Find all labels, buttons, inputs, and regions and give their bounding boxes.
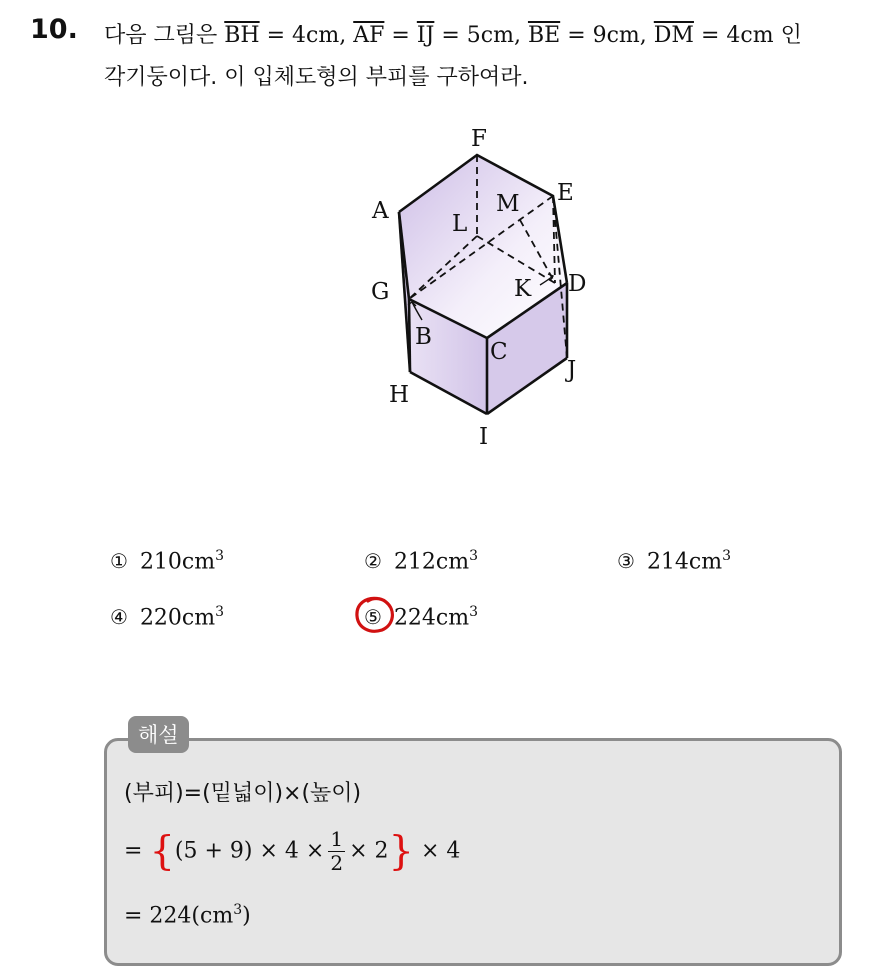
question-line-1 — [104, 18, 802, 49]
choice-1[interactable]: ① $210cm^3$ — [110, 548, 225, 575]
fraction-denominator: 2 — [330, 851, 344, 875]
solution-result: = 224(cm — [124, 903, 234, 929]
solution-line-1: (부피)=(밑넓이)×(높이) — [124, 781, 362, 806]
solution-tag: 해설 — [128, 716, 189, 753]
choice-3-value: 214cm — [646, 549, 723, 575]
question-line-2: 각기둥이다. 이 입체도형의 부피를 구하여라. — [104, 65, 529, 90]
label-D: D — [568, 271, 587, 297]
question-prefix: 다음 그림은 — [104, 23, 218, 48]
choice-2-value: 212cm — [393, 549, 470, 575]
choice-5-mark: ⑤ — [364, 605, 382, 630]
choice-1-mark: ① — [110, 549, 128, 574]
label-M: M — [496, 191, 520, 217]
label-K: K — [514, 276, 532, 302]
label-J: J — [567, 357, 577, 383]
solution-result-sup: 3 — [233, 902, 243, 918]
label-E: E — [557, 180, 574, 206]
solution-eq: = — [124, 838, 143, 864]
solution-tail: × 4 — [420, 838, 461, 864]
solution-result-close: ) — [242, 903, 251, 929]
choice-2-mark: ② — [364, 549, 382, 574]
solution-line-2 — [124, 828, 460, 875]
label-L: L — [452, 211, 468, 237]
label-C: C — [490, 339, 508, 365]
fraction-numerator: 1 — [330, 827, 344, 851]
segment-af: $\overline{AF}$ — [353, 23, 385, 48]
segment-bh: $\overline{BH}$ — [224, 23, 260, 48]
question-number: 10. — [30, 14, 78, 45]
eq-ij: = 5cm, — [441, 23, 521, 48]
choice-4[interactable]: ④ $220cm^3$ — [110, 604, 225, 631]
label-F: F — [471, 126, 487, 152]
segment-dm: $\overline{DM}$ — [653, 23, 694, 48]
choice-4-value: 220cm — [139, 605, 216, 631]
eq-be: = 9cm, — [567, 23, 647, 48]
right-brace: } — [388, 828, 414, 875]
choice-5-value: 224cm — [393, 605, 470, 631]
choice-1-value: 210cm — [139, 549, 216, 575]
choice-3-mark: ③ — [617, 549, 635, 574]
choice-2[interactable]: ② $212cm^3$ — [364, 548, 479, 575]
fraction — [328, 828, 345, 875]
segment-be: $\overline{BE}$ — [527, 23, 561, 48]
answer-circle-mark — [350, 592, 402, 640]
choice-5[interactable]: ⑤ $224cm^3$ — [364, 604, 479, 631]
label-G: G — [371, 279, 390, 305]
eq-bh: = 4cm, — [266, 23, 347, 48]
choice-4-mark: ④ — [110, 605, 128, 630]
solution-inner: (5 + 9) × 4 × — [174, 838, 325, 864]
eq-mid: = — [391, 23, 410, 48]
choice-3[interactable]: ③ $214cm^3$ — [617, 548, 732, 575]
label-B: B — [415, 324, 432, 350]
segment-ij: $\overline{IJ}$ — [416, 23, 435, 48]
label-A: A — [372, 198, 389, 224]
left-brace: { — [149, 828, 175, 875]
solution-line-3 — [124, 902, 251, 928]
prism-figure — [340, 115, 630, 455]
label-H: H — [389, 382, 410, 408]
label-I: I — [479, 424, 489, 450]
eq-dm: = 4cm 인 — [700, 23, 802, 48]
solution-after: × 2 — [349, 838, 389, 864]
